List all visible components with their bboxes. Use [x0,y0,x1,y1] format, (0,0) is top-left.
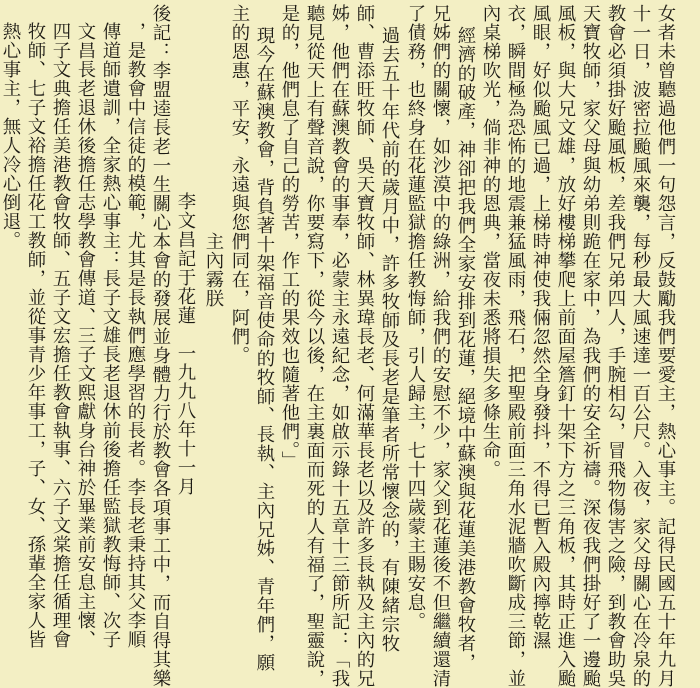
text-column: ，是教會中信徒的模範，尤其是長執們應學習的長者。李長老秉持其父李順 [125,22,146,649]
text-column: 教會必須掛好颱風板，差我們兄弟四人，手腕相勾，冒飛物傷害之險，到教會助吳 [605,4,626,688]
text-column: 風眼，好似颱風已過，上梯時神使我倆忽然全身發抖，不得已暫入殿內擰乾濕 [530,4,551,650]
text-column: 風板，與大兄文雄，放好樓梯攀爬上前面屋簷釘十架下方之三角板，其時正進入颱 [555,4,576,688]
text-column: 十一日，波密拉颱風來襲，每秒最大風速達一百公尺。入夜，家父母關心在冷泉的 [630,4,651,688]
text-column: 兄姊們的關懷，如沙漠中的綠洲，給我們的安慰不少，家父到花蓮後不但繼續還清 [430,4,451,688]
text-column: 師、曹添旺牧師、吳天寶牧師、林異瑋長老、何滿華長老以及許多長執及主內的兄 [354,4,375,688]
text-column: 熱心事主，無人冷心倒退。 [0,22,21,250]
text-column: 了債務，也終身在花蓮監獄擔任教悔師，引人歸主，七十四歲蒙主賜安息。 [405,4,426,631]
text-column: 後記：李盟逵長老一生關心本會的發展並身體力行於教會各項事工中，而自得其樂 [150,4,171,688]
text-column: 經濟的破產，神卻把我們全家安排到花蓮，絕境中蘇澳與花蓮美港教會牧者， [455,26,476,672]
text-column: 姊，他們在蘇澳教會的事奉，必蒙主永遠紀念，如啟示錄十五章十三節所記：「我 [329,4,350,688]
text-column: 牧師、七子文裕擔任花工教師，並從事青少年事工，子、女、孫輩全家人皆 [25,22,46,649]
text-column: 現今在蘇澳教會，背負著十架福音使命的牧師、長執、主內兄姊、青年們，願 [254,26,275,672]
text-column: 文昌長老退休後擔任志學教會傳道、三子文熙獻身台神於畢業前安息主懷、 [75,22,96,649]
text-column: 天寶牧師，家父母與幼弟則跪在家中，為我們的安全祈禱。深夜我們掛好了一邊颱 [580,4,601,688]
text-column: 傳道師遺訓，全家熱心事主：長子文雄長老退休前後擔任監獄教悔師、次子 [100,22,121,649]
text-column: 內桌梯吹光，倘非神的恩典，當夜未悉將損失多條生命。 [480,4,501,479]
text-column: 主的恩惠，平安，永遠與您們同在，阿們。 [229,4,250,365]
text-column: 主內霧朕 [203,232,224,308]
text-column: 李文昌記于花蓮 一九九八年十一月 [175,192,196,496]
text-column: 女者未曾聽過他們一句怨言，反鼓勵我們要愛主，熱心事主。記得民國五十年九月 [655,4,676,688]
text-column: 聽見從天上有聲音說，你要寫下，從今以後，在主裏面而死的人有福了，聖靈說， [304,4,325,688]
text-column: 四子文典擔任美港教會牧師、五子文宏擔任教會執事、六子文棠擔任循理會 [50,22,71,649]
text-column: 衣，瞬間極為恐怖的地震兼猛風雨，飛石，把聖殿前面三角水泥牆吹斷成三節，並 [505,4,526,688]
text-column: 是的，他們息了自己的勞苦，作工的果效也隨著他們。」 [279,4,300,470]
text-column: 過去五十年代前的歲月中，許多牧師及長老是筆者所常懷念的，有陳緒宗牧 [379,26,400,653]
